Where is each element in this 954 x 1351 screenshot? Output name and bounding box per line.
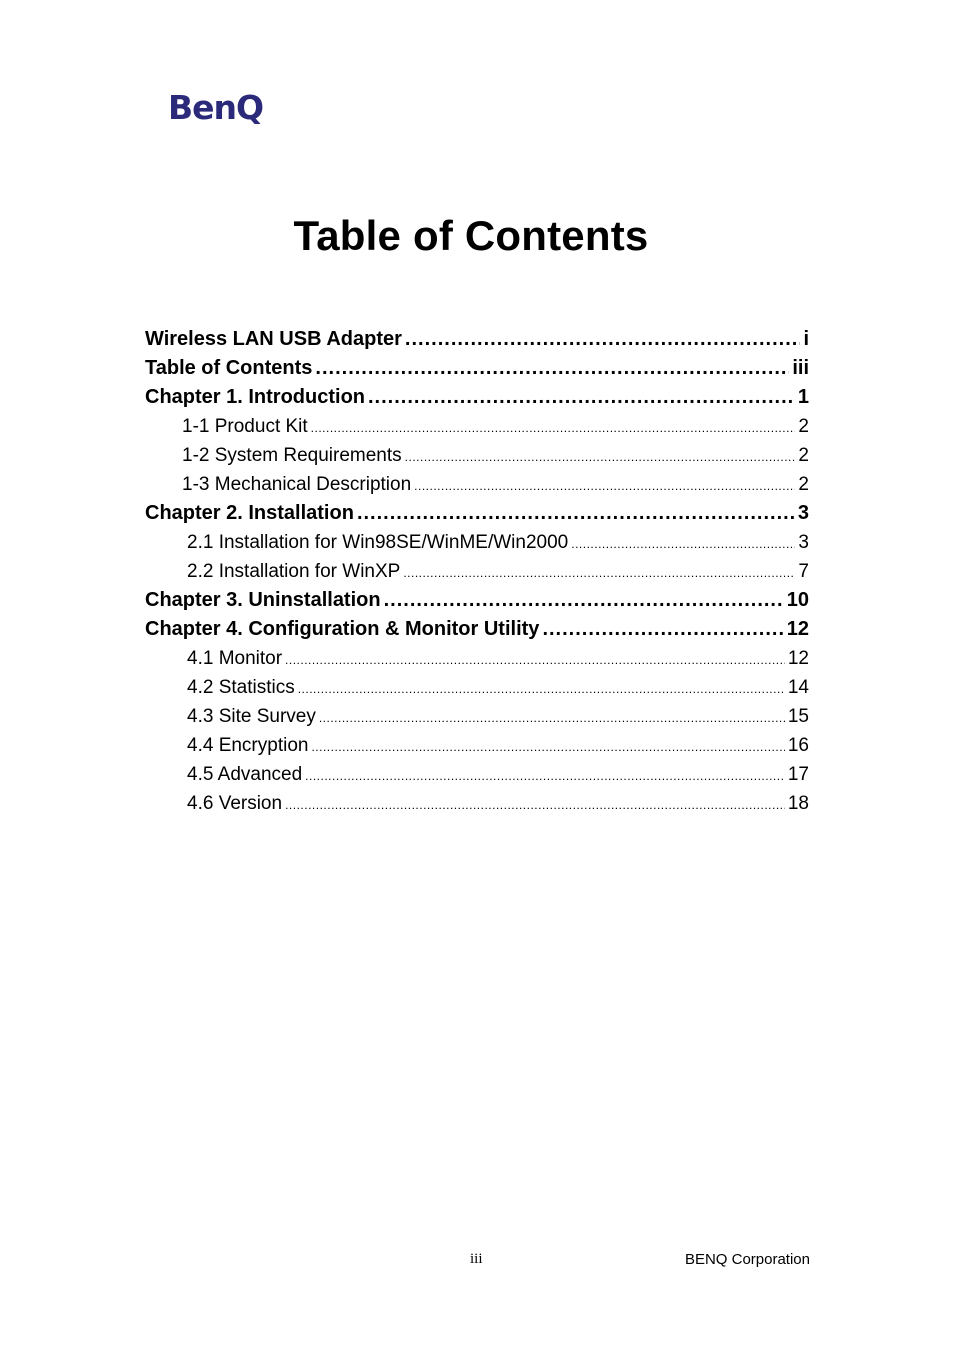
toc-leader-dots xyxy=(298,675,785,702)
toc-leader-dots xyxy=(311,414,796,441)
toc-entry-label: 4.2 Statistics xyxy=(187,677,295,698)
toc-leader-dots xyxy=(542,615,783,644)
toc-leader-dots xyxy=(403,559,795,586)
toc-entry-label: 4.4 Encryption xyxy=(187,735,309,756)
toc-entry-label: 2.2 Installation for WinXP xyxy=(187,561,401,582)
page-title: Table of Contents xyxy=(293,212,649,259)
toc-entry[interactable] xyxy=(145,673,809,702)
toc-entry-page: 1 xyxy=(797,386,809,408)
toc-leader-dots xyxy=(285,646,785,673)
toc-entry[interactable] xyxy=(145,760,809,789)
toc-entry-page: 3 xyxy=(798,532,809,553)
table-of-contents xyxy=(145,325,809,818)
logo-text: BenQ xyxy=(168,88,264,127)
toc-entry-page: 2 xyxy=(798,416,809,437)
toc-entry-label: Chapter 1. Introduction xyxy=(145,386,365,408)
toc-entry-page: 18 xyxy=(787,793,809,814)
toc-leader-dots xyxy=(368,383,795,412)
toc-leader-dots xyxy=(319,704,785,731)
toc-entry-label: 4.6 Version xyxy=(187,793,283,814)
toc-entry[interactable] xyxy=(145,557,809,586)
toc-entry-label: Chapter 3. Uninstallation xyxy=(145,589,381,611)
toc-leader-dots xyxy=(571,530,795,557)
toc-entry[interactable] xyxy=(145,615,809,644)
toc-entry-label: 1-3 Mechanical Description xyxy=(182,474,412,495)
toc-entry[interactable] xyxy=(145,441,809,470)
toc-leader-dots xyxy=(311,733,784,760)
toc-entry[interactable] xyxy=(145,644,809,673)
toc-entry-label: Wireless LAN USB Adapter xyxy=(145,328,402,350)
toc-leader-dots xyxy=(384,586,784,615)
toc-entry-page: iii xyxy=(792,357,809,379)
toc-entry-page: 17 xyxy=(787,764,809,785)
toc-entry-label: 1-2 System Requirements xyxy=(182,445,402,466)
toc-entry-page: 7 xyxy=(798,561,809,582)
toc-entry[interactable] xyxy=(145,383,809,412)
toc-entry-label: Chapter 4. Configuration & Monitor Utility xyxy=(145,618,540,640)
toc-leader-dots xyxy=(357,499,795,528)
toc-entry-page: 15 xyxy=(787,706,809,727)
toc-leader-dots xyxy=(405,325,801,354)
toc-leader-dots xyxy=(305,762,785,789)
toc-leader-dots xyxy=(315,354,789,383)
toc-entry[interactable] xyxy=(145,789,809,818)
toc-entry-label: Chapter 2. Installation xyxy=(145,502,354,524)
toc-entry[interactable] xyxy=(145,470,809,499)
footer-company-name: BENQ Corporation xyxy=(684,1251,810,1268)
toc-entry-page: 10 xyxy=(786,589,809,611)
toc-entry[interactable] xyxy=(145,325,809,354)
footer-page-number: iii xyxy=(470,1251,483,1267)
toc-entry-page: 14 xyxy=(787,677,809,698)
toc-leader-dots xyxy=(405,443,796,470)
toc-entry-page: 2 xyxy=(798,474,809,495)
toc-leader-dots xyxy=(285,791,785,818)
toc-entry-page: 3 xyxy=(797,502,809,524)
toc-entry[interactable] xyxy=(145,354,809,383)
toc-entry-label: 1-1 Product Kit xyxy=(182,416,308,437)
toc-entry-page: 16 xyxy=(787,735,809,756)
toc-entry[interactable] xyxy=(145,528,809,557)
toc-entry-label: 4.1 Monitor xyxy=(187,648,283,669)
toc-entry[interactable] xyxy=(145,412,809,441)
toc-entry-label: 4.5 Advanced xyxy=(187,764,303,785)
toc-entry[interactable] xyxy=(145,731,809,760)
toc-leader-dots xyxy=(414,472,795,499)
toc-entry-page: 2 xyxy=(798,445,809,466)
toc-entry-page: i xyxy=(803,328,809,350)
toc-entry[interactable] xyxy=(145,499,809,528)
toc-entry-page: 12 xyxy=(787,648,809,669)
benq-logo xyxy=(168,86,288,132)
toc-entry-label: Table of Contents xyxy=(145,357,313,379)
toc-entry[interactable] xyxy=(145,702,809,731)
toc-entry-label: 4.3 Site Survey xyxy=(187,706,316,727)
toc-entry-label: 2.1 Installation for Win98SE/WinME/Win2000 xyxy=(187,532,569,553)
toc-entry[interactable] xyxy=(145,586,809,615)
toc-entry-page: 12 xyxy=(786,618,809,640)
